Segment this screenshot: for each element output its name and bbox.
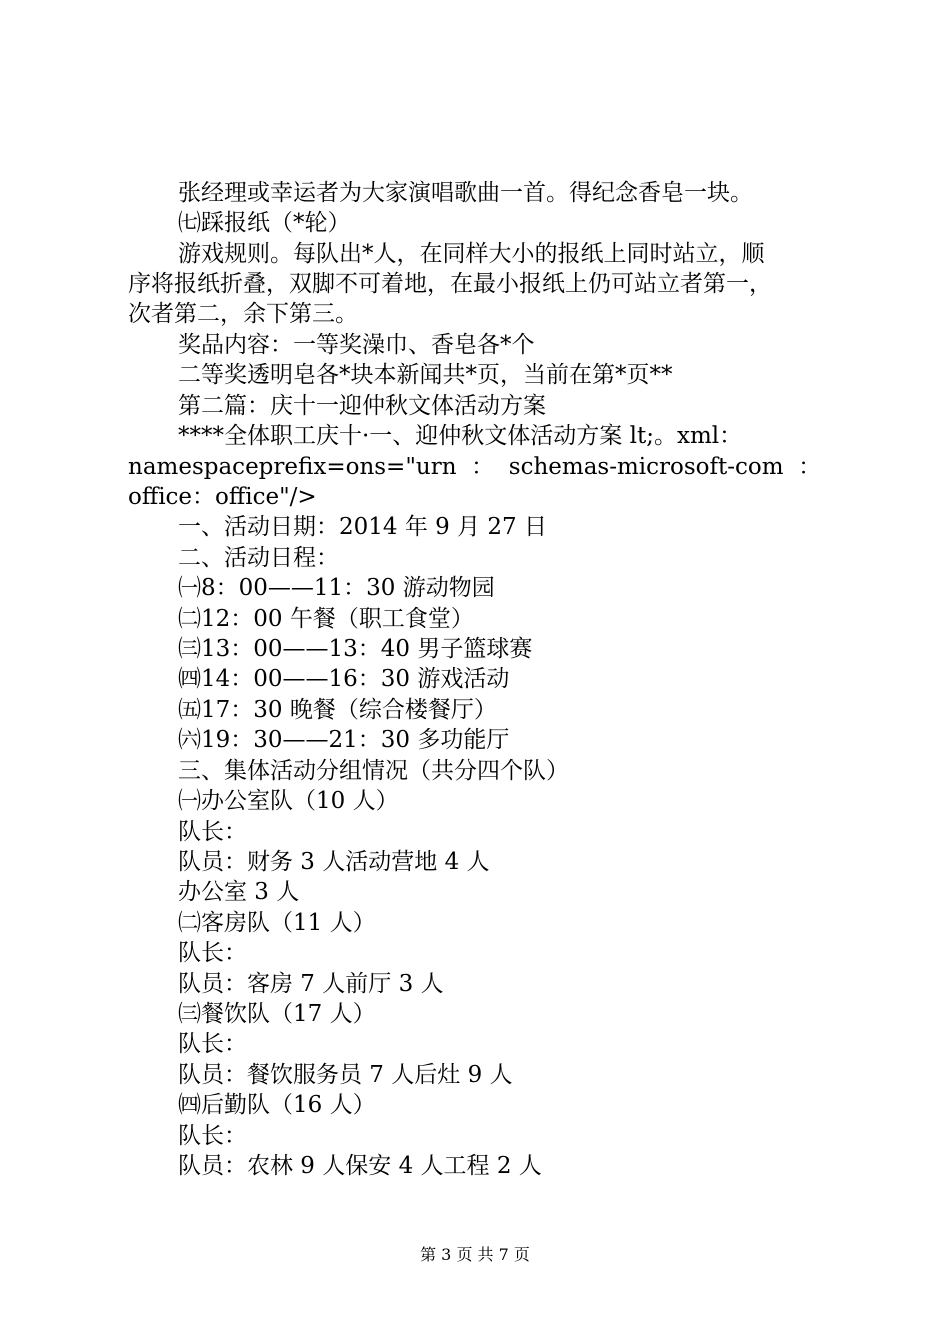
text-line: 序将报纸折叠，双脚不可着地，在最小报纸上仍可站立者第一， — [128, 271, 772, 297]
text-line: 奖品内容：一等奖澡巾、香皂各*个 — [178, 332, 535, 358]
text-line: 张经理或幸运者为大家演唱歌曲一首。得纪念香皂一块。 — [178, 180, 753, 206]
text-line: 队长： — [178, 940, 247, 966]
schedule-item: ㈤17：30 晚餐（综合楼餐厅） — [178, 697, 497, 723]
text-line: 队长： — [178, 1031, 247, 1057]
text-line: ㈦踩报纸（*轮） — [178, 210, 351, 236]
schedule-item: ㈡12：00 午餐（职工食堂） — [178, 606, 474, 632]
page-number-footer: 第 3 页 共 7 页 — [420, 1245, 530, 1264]
text-line: 次者第二，余下第三。 — [128, 301, 358, 327]
text-line: 二、活动日程： — [178, 545, 339, 571]
team-heading: ㈡客房队（11 人） — [178, 910, 376, 936]
text-line: namespaceprefix=ons="urn ： schemas-microsoft-com ： — [128, 454, 822, 480]
text-line: 队员：餐饮服务员 7 人后灶 9 人 — [178, 1062, 513, 1088]
team-heading: ㈢餐饮队（17 人） — [178, 1001, 376, 1027]
schedule-item: ㈥19：30——21：30 多功能厅 — [178, 727, 510, 753]
schedule-item: ㈣14：00——16：30 游戏活动 — [178, 666, 510, 692]
schedule-item: ㈢13：00——13：40 男子篮球赛 — [178, 636, 533, 662]
text-line: 三、集体活动分组情况（共分四个队） — [178, 758, 569, 784]
team-heading: ㈣后勤队（16 人） — [178, 1092, 376, 1118]
text-line: 办公室 3 人 — [178, 879, 300, 905]
text-line: ****全体职工庆十·一、迎仲秋文体活动方案 lt;。xml： — [178, 423, 743, 449]
text-line: 队长： — [178, 819, 247, 845]
text-line: 游戏规则。每队出*人，在同样大小的报纸上同时站立，顺 — [178, 241, 765, 267]
text-line: 队员：财务 3 人活动营地 4 人 — [178, 849, 490, 875]
text-line: 二等奖透明皂各*块本新闻共*页，当前在第*页** — [178, 362, 673, 388]
text-line: 队员：农林 9 人保安 4 人工程 2 人 — [178, 1153, 542, 1179]
schedule-item: ㈠8：00——11：30 游动物园 — [178, 575, 495, 601]
section-heading: 第二篇：庆十一迎仲秋文体活动方案 — [178, 393, 546, 419]
text-line: 队长： — [178, 1123, 247, 1149]
text-line: office：office"/> — [128, 484, 317, 510]
team-heading: ㈠办公室队（10 人） — [178, 788, 399, 814]
text-line: 队员：客房 7 人前厅 3 人 — [178, 971, 444, 997]
text-line: 一、活动日期：2014 年 9 月 27 日 — [178, 514, 547, 540]
